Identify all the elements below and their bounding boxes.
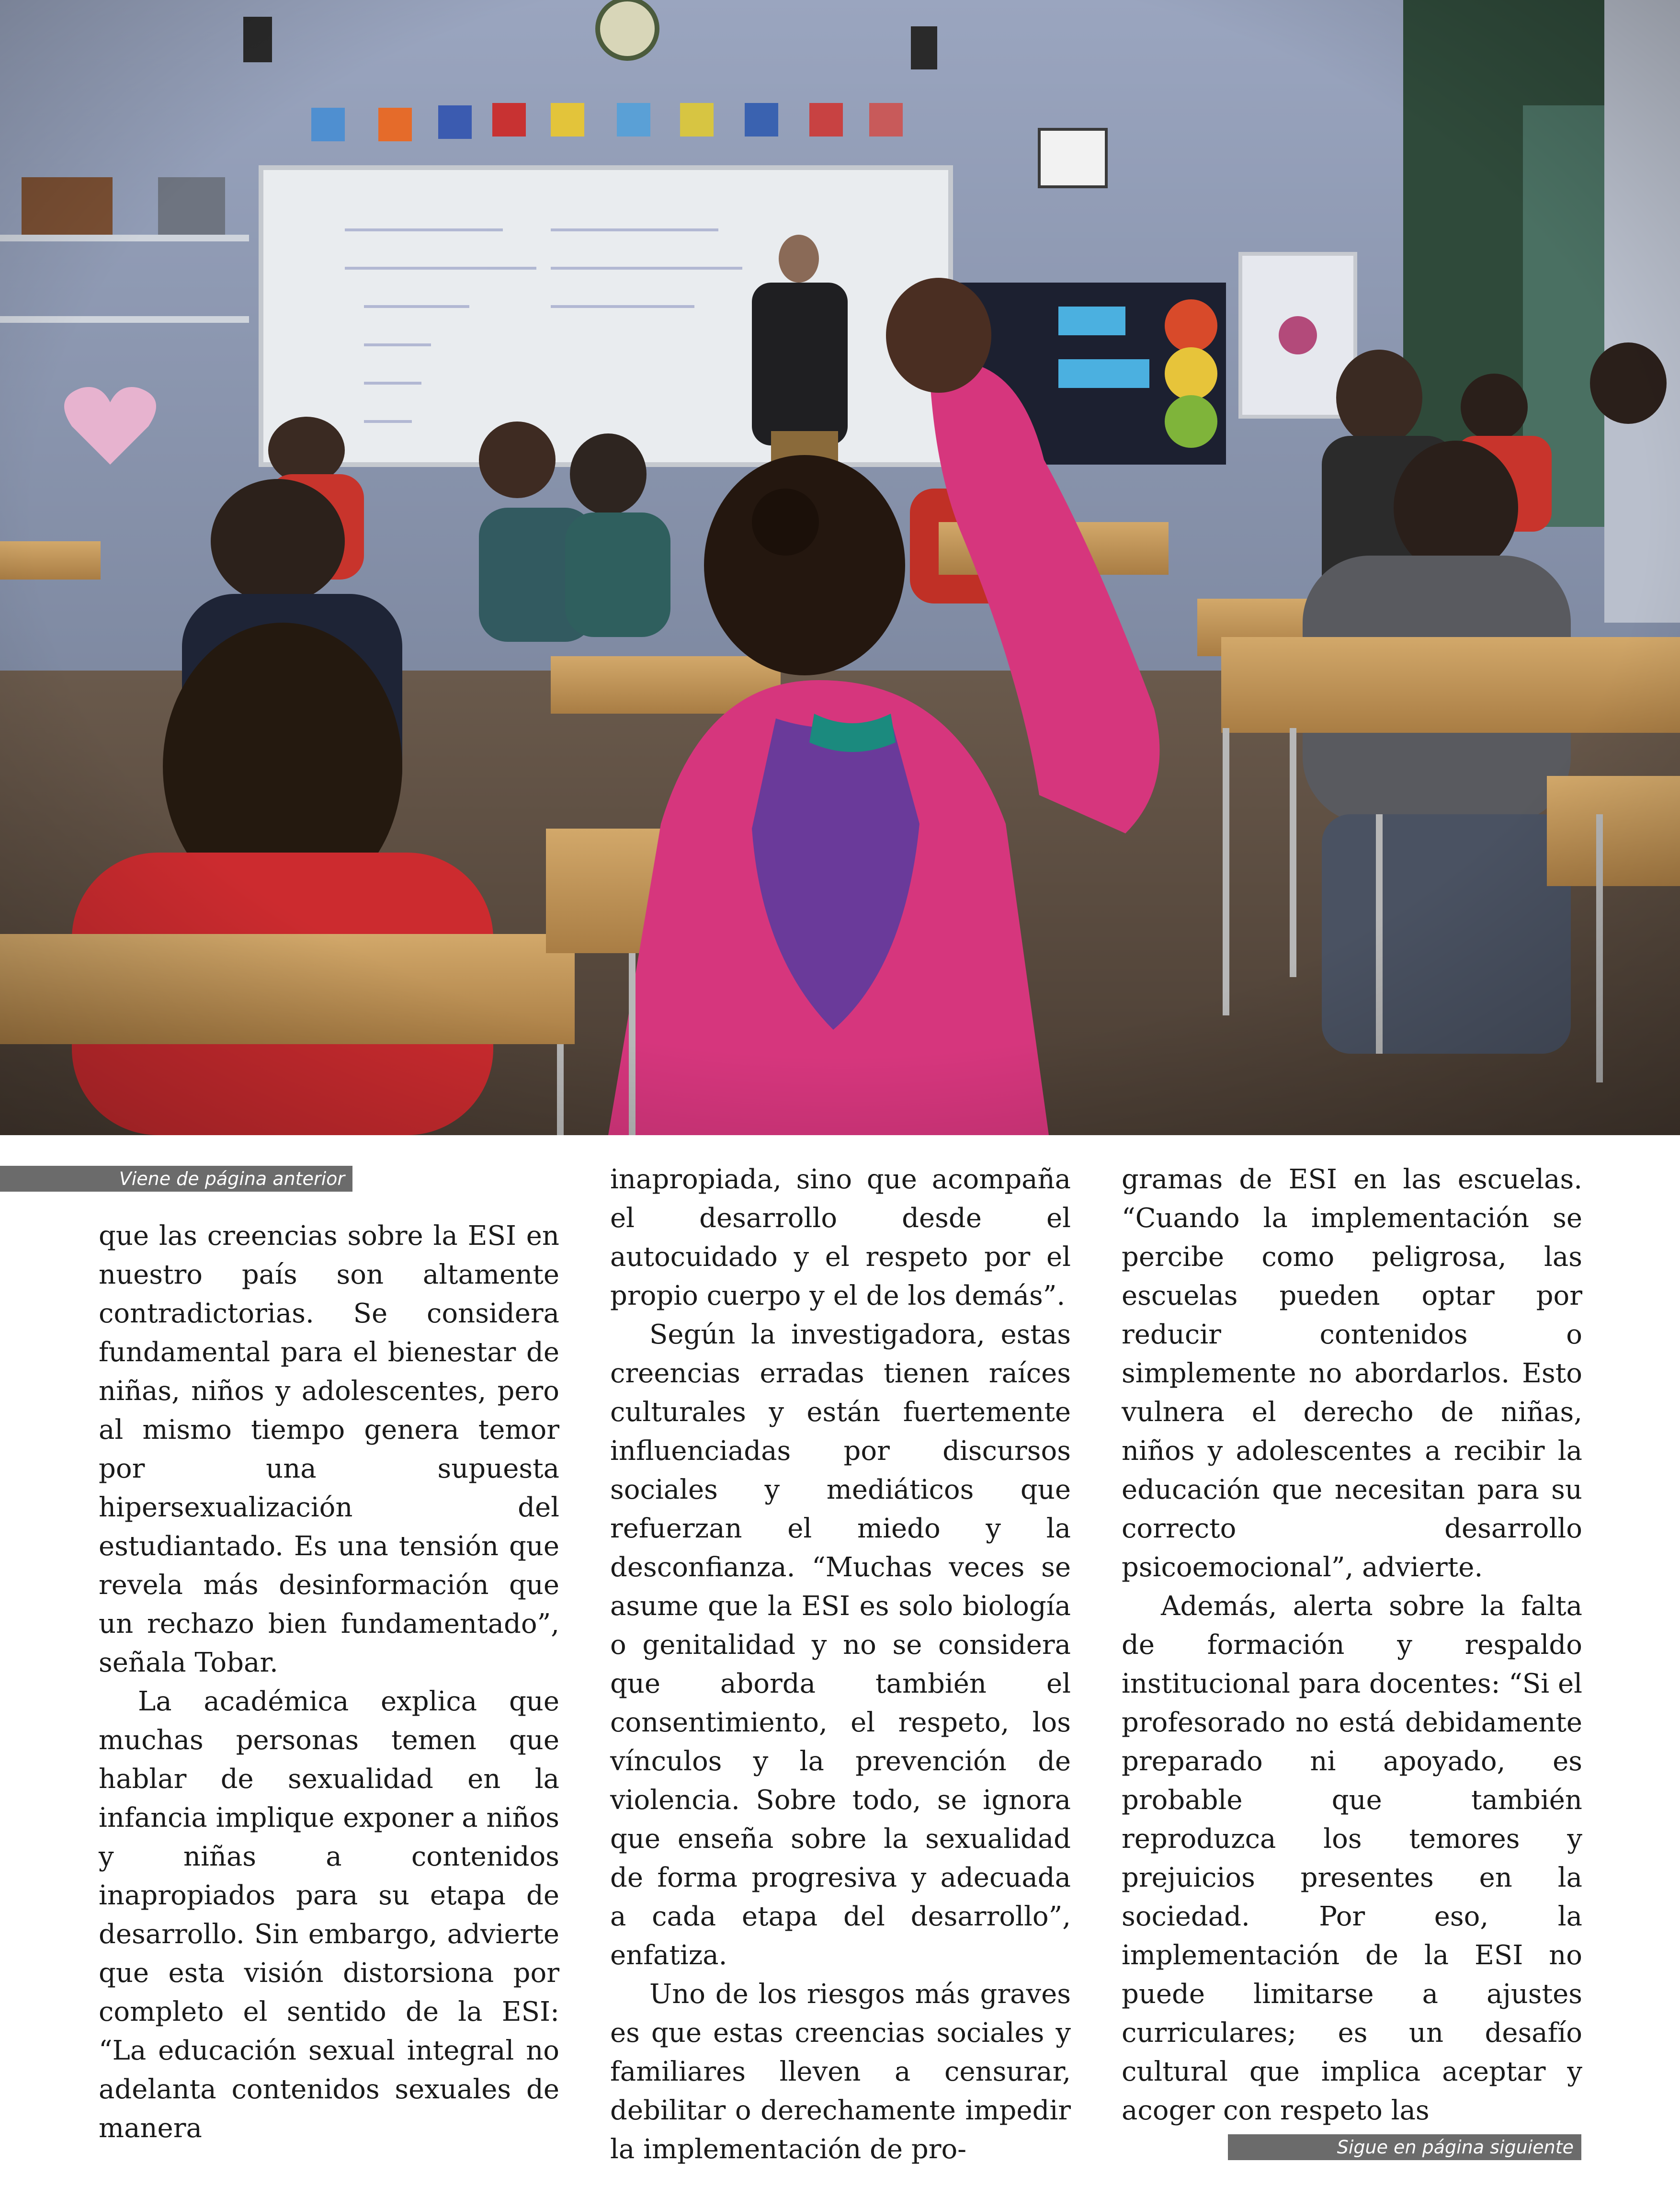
paragraph: Uno de los riesgos más graves es que estas creencias sociales y familiares lleven a censurar, debilitar o derechamente impedir la implementación de pro-	[610, 1979, 1071, 2165]
paragraph: que las creencias sobre la ESI en nuestro país son altamente contradictorias. Se considera fundamental para el bienestar de niñas, niños y adolescentes, pero al mismo tiempo genera temor por una supuesta hipersexualización del estudiantado. Es una tensión que revela más desinformación que un rechazo bien fundamentado”, señala Tobar.	[99, 1220, 559, 1678]
continues-next-page-tag: Sigue en página siguiente	[1228, 2134, 1581, 2160]
continued-from-previous-tag: Viene de página anterior	[0, 1166, 352, 1192]
paragraph: gramas de ESI en las escuelas. “Cuando la implementación se percibe como peligrosa, las escuelas pueden optar por reducir contenidos o simplemente no abordarlos. Esto vulnera el derecho de niñas, niños y adolescentes a recibir la educación que necesitan para su correcto desarrollo psicoemocional”, advierte.	[1122, 1164, 1582, 1583]
paragraph: Según la investigadora, estas creencias erradas tienen raíces culturales y están fuertemente influenciadas por discursos sociales y mediáticos que refuerzan el miedo y la desconfianza. “Muchas veces se asume que la ESI es solo biología o genitalidad y no se considera que aborda también el consentimiento, el respeto, los vínculos y la prevención de violencia. Sobre todo, se ignora que enseña sobre la sexualidad de forma progresiva y adecuada a cada etapa del desarrollo”, enfatiza.	[610, 1319, 1071, 1971]
text-column-2	[610, 1160, 1071, 2169]
paragraph: La académica explica que muchas personas temen que hablar de sexualidad en la infancia implique exponer a niños y niñas a contenidos inapropiados para su etapa de desarrollo. Sin embargo, advierte que esta visión distorsiona por completo el sentido de la ESI: “La educación sexual integral no adelanta contenidos sexuales de manera	[99, 1686, 559, 2144]
paragraph: inapropiada, sino que acompaña el desarrollo desde el autocuidado y el respeto por el propio cuerpo y el de los demás”.	[610, 1164, 1071, 1311]
paragraph: Además, alerta sobre la falta de formación y respaldo institucional para docentes: “Si el profesorado no está debidamente preparado ni apoyado, es probable que también reproduzca los temores y prejuicios presentes en la sociedad. Por eso, la implementación de la ESI no puede limitarse a ajustes curriculares; es un desafío cultural que implica aceptar y acoger con respeto las	[1122, 1591, 1582, 2126]
text-column-1	[99, 1217, 559, 2148]
text-column-3	[1122, 1160, 1582, 2130]
